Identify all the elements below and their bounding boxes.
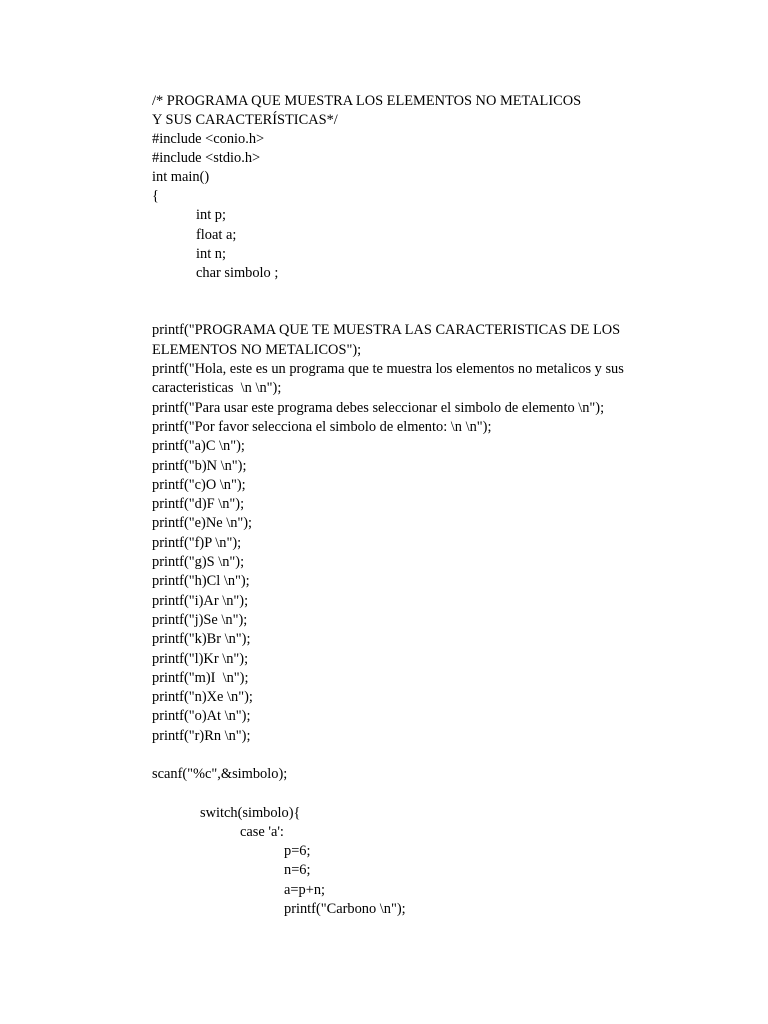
code-line: printf("r)Rn \n");: [152, 728, 251, 744]
code-line: printf("i)Ar \n");: [152, 593, 249, 609]
code-line: printf("f)P \n");: [152, 535, 242, 551]
code-line: printf("PROGRAMA QUE TE MUESTRA LAS CARACTERISTICAS DE LOS: [152, 322, 621, 338]
code-line: printf("c)O \n");: [152, 477, 246, 493]
code-line: printf("Para usar este programa debes seleccionar el simbolo de elemento \n");: [152, 400, 605, 416]
code-line: printf("d)F \n");: [152, 496, 245, 512]
code-line: printf("j)Se \n");: [152, 612, 248, 628]
code-line: int n;: [196, 246, 226, 262]
code-line: printf("o)At \n");: [152, 708, 251, 724]
code-line: printf("Por favor selecciona el simbolo de elmento: \n \n");: [152, 419, 492, 435]
code-line: float a;: [196, 227, 237, 243]
code-line: p=6;: [284, 843, 311, 859]
code-line: printf("e)Ne \n");: [152, 515, 253, 531]
code-line: printf("n)Xe \n");: [152, 689, 253, 705]
code-line: printf("Carbono \n");: [284, 901, 406, 917]
code-line: printf("k)Br \n");: [152, 631, 251, 647]
code-line: int p;: [196, 207, 226, 223]
code-line: n=6;: [284, 862, 311, 878]
code-line: printf("m)I \n");: [152, 670, 249, 686]
code-line: #include <conio.h>: [152, 131, 265, 147]
code-line: {: [152, 188, 159, 204]
code-line: ELEMENTOS NO METALICOS");: [152, 342, 362, 358]
code-line: printf("b)N \n");: [152, 458, 247, 474]
code-line: printf("g)S \n");: [152, 554, 245, 570]
code-line: int main(): [152, 169, 210, 185]
code-line: switch(simbolo){: [200, 805, 301, 821]
code-line: printf("Hola, este es un programa que te muestra los elementos no metalicos y sus: [152, 361, 624, 377]
code-line: printf("l)Kr \n");: [152, 651, 249, 667]
code-line: caracteristicas \n \n");: [152, 380, 282, 396]
code-line: case 'a':: [240, 824, 284, 840]
code-line: a=p+n;: [284, 882, 326, 898]
code-line: printf("h)Cl \n");: [152, 573, 250, 589]
code-line: char simbolo ;: [196, 265, 279, 281]
code-line: Y SUS CARACTERÍSTICAS*/: [152, 112, 338, 128]
code-line: scanf("%c",&simbolo);: [152, 766, 288, 782]
code-line: #include <stdio.h>: [152, 150, 261, 166]
code-line: printf("a)C \n");: [152, 438, 245, 454]
code-line: /* PROGRAMA QUE MUESTRA LOS ELEMENTOS NO METALICOS: [152, 93, 582, 109]
